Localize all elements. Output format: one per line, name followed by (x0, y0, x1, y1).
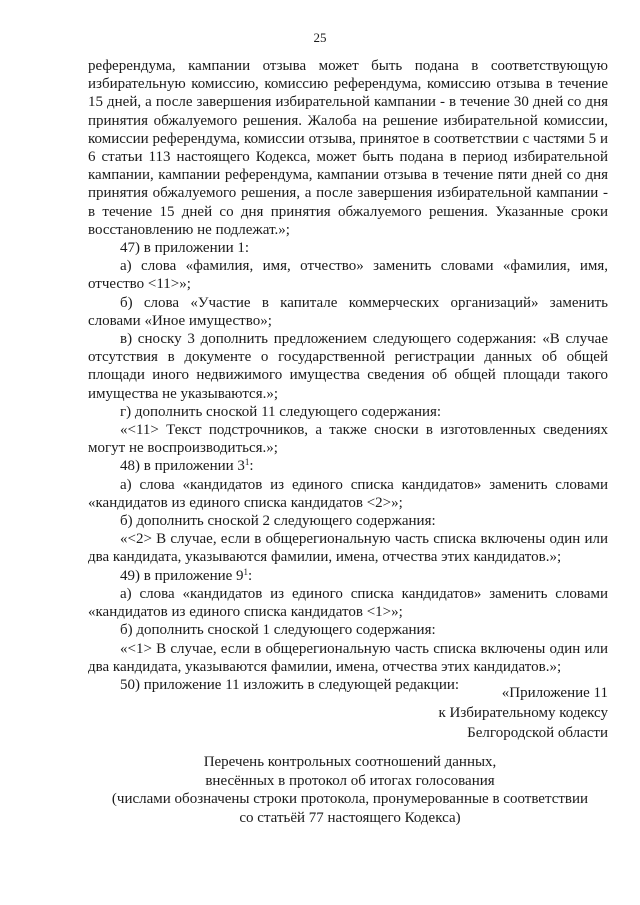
appendix-line-3: Белгородской области (467, 725, 608, 741)
document-body (88, 57, 608, 694)
paragraph-47g: г) дополнить сноской 11 следующего содержания: (120, 403, 442, 420)
paragraph-48a: а) слова «кандидатов из единого списка кандидатов» заменить словами «кандидатов из единого списка кандидатов <2>»; (88, 476, 608, 511)
paragraph-footnote-2: «<2> В случае, если в общерегиональную часть списка включены один или два кандидата, указываются фамилии, имена, отчества этих кандидатов.»; (88, 531, 608, 566)
paragraph-complaint-terms: референдума, кампании отзыва может быть подана в соответствующую избирательную комиссию, комиссию референдума, комиссию отзыва в течение 15 дней, а после завершения избирательной кампании - в течение 30 дней со дня принятия обжалуемого решения. Жалоба на решение избирательной комиссии, комиссии референдума, комиссии отзыва, принятое в соответствии с частями 5 и 6 статьи 113 настоящего Кодекса, может быть подана в период избирательной кампании, кампании референдума, кампании отзыва в течение пяти дней со дня принятия обжалуемого решения, а после завершения избирательной кампании - в течение 15 дней со дня принятия обжалуемого решения. Указанные сроки восстановлению не подлежат.»; (88, 58, 608, 238)
paragraph-47v: в) сноску 3 дополнить предложением следующего содержания: «В случае отсутствия в документе о государственной регистрации данных об общей площади иного недвижимого имущества сведения об общей площади такого имущества не указываются.»; (88, 331, 608, 402)
item-48-text: 48) в приложении 3 (120, 458, 245, 475)
paragraph-47b: б) слова «Участие в капитале коммерческих организаций» заменить словами «Иное имущество»; (88, 294, 608, 329)
paragraph-item-47: 47) в приложении 1: (120, 240, 250, 257)
item-48-superscript: 1 (244, 457, 250, 468)
item-49-superscript: 1 (243, 566, 249, 577)
appendix-header (438, 683, 608, 743)
page-number: 25 (313, 30, 327, 45)
item-48-colon: : (249, 458, 254, 475)
item-49-colon: : (248, 567, 253, 584)
appendix-line-2: к Избирательному кодексу (438, 705, 608, 721)
title-line-2: внесённых в протокол об итогах голосования (205, 772, 495, 789)
paragraph-48b: б) дополнить сноской 2 следующего содержания: (120, 513, 436, 530)
paragraph-item-50: 50) приложение 11 изложить в следующей редакции: (120, 676, 460, 693)
paragraph-item-49 (88, 567, 608, 585)
paragraph-footnote-1: «<1> В случае, если в общерегиональную часть списка включены один или два кандидата, указываются фамилии, имена, отчества этих кандидатов.»; (88, 640, 608, 675)
section-title (70, 753, 630, 827)
item-49-text: 49) в приложение 9 (120, 567, 244, 584)
appendix-line-1: «Приложение 11 (501, 685, 608, 701)
title-line-1: Перечень контрольных соотношений данных, (203, 754, 497, 770)
paragraph-footnote-11: «<11> Текст подстрочников, а также сноски в изготовленных сведениях могут не воспроизводиться.»; (88, 422, 608, 457)
title-line-4: со статьёй 77 настоящего Кодекса) (239, 809, 461, 826)
paragraph-item-48 (88, 457, 608, 475)
title-line-3: (числами обозначены строки протокола, пронумерованные в соответствии (111, 791, 589, 807)
paragraph-49b: б) дополнить сноской 1 следующего содержания: (120, 622, 436, 639)
paragraph-47a: а) слова «фамилия, имя, отчество» заменить словами «фамилия, имя, отчество <11>»; (88, 258, 608, 293)
paragraph-49a: а) слова «кандидатов из единого списка кандидатов» заменить словами «кандидатов из единого списка кандидатов <1>»; (88, 585, 608, 621)
